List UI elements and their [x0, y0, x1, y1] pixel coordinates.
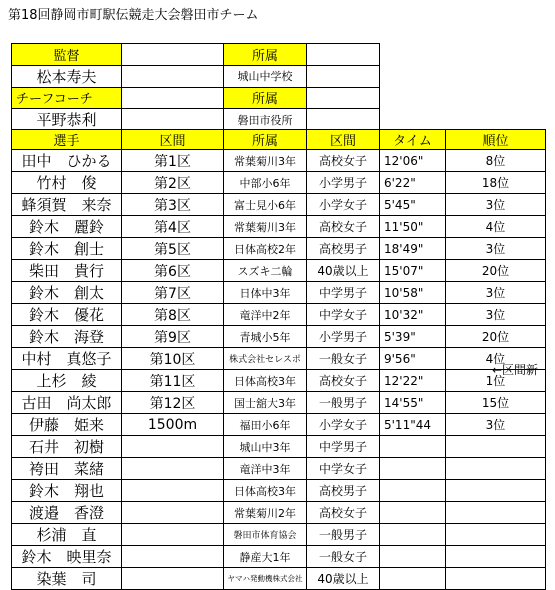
runner-name: 蜂須賀 来奈 [12, 194, 122, 216]
runner-category: 高校男子 [307, 480, 380, 502]
runner-leg [122, 546, 224, 568]
runner-category: 高校女子 [307, 502, 380, 524]
staff-table [11, 43, 380, 131]
staff-row-manager-header [12, 44, 380, 66]
runner-rank [446, 480, 546, 502]
table-row [12, 348, 546, 370]
runner-rank: 4位 [446, 348, 546, 370]
staff-empty-cell [307, 109, 380, 131]
runner-affiliation: 日体高校3年 [224, 480, 307, 502]
runner-time: 10'32" [380, 304, 446, 326]
runner-category: 高校女子 [307, 150, 380, 172]
runner-affiliation: 常葉菊川2年 [224, 502, 307, 524]
table-row [12, 524, 546, 546]
runner-affiliation: 日体高校2年 [224, 238, 307, 260]
runners-table [11, 129, 546, 590]
runner-rank [446, 458, 546, 480]
chief-coach-label: チーフコーチ [12, 87, 122, 109]
runner-leg: 第5区 [122, 238, 224, 260]
runner-affiliation: 富士見小6年 [224, 194, 307, 216]
table-row [12, 414, 546, 436]
manager-label: 監督 [12, 44, 122, 66]
runner-time: 18'49" [380, 238, 446, 260]
table-row [12, 436, 546, 458]
runner-name: 渡邉 香澄 [12, 502, 122, 524]
table-row [12, 216, 546, 238]
table-row [12, 546, 546, 568]
runner-category: 高校男子 [307, 238, 380, 260]
runner-category: 高校女子 [307, 216, 380, 238]
record-annotation: ←区間新 [492, 363, 539, 377]
runner-leg [122, 436, 224, 458]
staff-row-manager [12, 65, 380, 87]
runner-name: 鈴木 創士 [12, 238, 122, 260]
runner-affiliation: 常葉菊川3年 [224, 216, 307, 238]
runner-category: 一般男子 [307, 392, 380, 414]
runner-affiliation: 磐田市体育協会 [224, 524, 307, 546]
runner-category: 小学男子 [307, 326, 380, 348]
runner-rank: 3位 [446, 282, 546, 304]
runner-time [380, 480, 446, 502]
runner-category: 中学男子 [307, 282, 380, 304]
runner-time: 5'45" [380, 194, 446, 216]
runner-leg: 第10区 [122, 348, 224, 370]
runner-name: 伊藤 姫来 [12, 414, 122, 436]
runner-time [380, 502, 446, 524]
header-affiliation: 所属 [224, 130, 307, 150]
runner-rank: 3位 [446, 238, 546, 260]
runner-affiliation: 竜洋中2年 [224, 304, 307, 326]
runner-leg: 第8区 [122, 304, 224, 326]
runner-time: 5'39" [380, 326, 446, 348]
runner-name: 石井 初樹 [12, 436, 122, 458]
runner-rank: 8位 [446, 150, 546, 172]
runner-rank: 18位 [446, 172, 546, 194]
runner-leg: 第12区 [122, 392, 224, 414]
runner-rank: 15位 [446, 392, 546, 414]
header-leg: 区間 [122, 130, 224, 150]
runner-leg: 第7区 [122, 282, 224, 304]
runner-rank [446, 546, 546, 568]
runner-name: 上杉 綾 [12, 370, 122, 392]
runner-category: 一般男子 [307, 524, 380, 546]
runner-name: 田中 ひかる [12, 150, 122, 172]
runner-leg: 第3区 [122, 194, 224, 216]
runner-name: 鈴木 映里奈 [12, 546, 122, 568]
runner-name: 鈴木 麗鈴 [12, 216, 122, 238]
runner-leg [122, 524, 224, 546]
runner-name: 鈴木 翔也 [12, 480, 122, 502]
table-row [12, 326, 546, 348]
table-row [12, 150, 546, 172]
table-row [12, 458, 546, 480]
runner-time: 6'22" [380, 172, 446, 194]
runner-time: 15'07" [380, 260, 446, 282]
runner-rank [446, 568, 546, 590]
runner-name: 鈴木 創太 [12, 282, 122, 304]
header-rank: 順位 [446, 130, 546, 150]
runner-category: 中学女子 [307, 458, 380, 480]
runner-time [380, 436, 446, 458]
staff-empty-cell [307, 65, 380, 87]
runner-affiliation: 青城小5年 [224, 326, 307, 348]
staff-empty-cell [122, 109, 224, 131]
coach-affiliation: 磐田市役所 [224, 109, 307, 131]
runner-leg: 第4区 [122, 216, 224, 238]
runner-time: 12'22" [380, 370, 446, 392]
runner-category: 中学女子 [307, 304, 380, 326]
runner-rank: 4位 [446, 216, 546, 238]
runner-leg [122, 480, 224, 502]
runner-category: 中学男子 [307, 436, 380, 458]
runner-category: 小学男子 [307, 172, 380, 194]
runner-rank [446, 436, 546, 458]
runner-affiliation: 城山中3年 [224, 436, 307, 458]
runner-name: 竹村 俊 [12, 172, 122, 194]
runner-rank: 20位 [446, 326, 546, 348]
affiliation-label: 所属 [224, 87, 307, 109]
table-row [12, 304, 546, 326]
runner-time [380, 458, 446, 480]
runner-time: 11'50" [380, 216, 446, 238]
runner-rank: 1位 [446, 370, 546, 392]
runner-leg [122, 568, 224, 590]
runner-category: 一般女子 [307, 546, 380, 568]
manager-affiliation: 城山中学校 [224, 65, 307, 87]
page-title: 第18回静岡市町駅伝競走大会磐田市チーム [8, 8, 259, 23]
runner-category: 40歳以上 [307, 260, 380, 282]
staff-empty-cell [122, 87, 224, 109]
runner-affiliation: 株式会社セレスポ [224, 348, 307, 370]
runner-time [380, 568, 446, 590]
runner-name: 鈴木 優花 [12, 304, 122, 326]
runner-affiliation: 日体高校3年 [224, 370, 307, 392]
staff-empty-cell [307, 44, 380, 66]
runner-name: 袴田 菜緒 [12, 458, 122, 480]
table-row [12, 568, 546, 590]
runner-affiliation: 竜洋中3年 [224, 458, 307, 480]
runner-category: 小学女子 [307, 194, 380, 216]
runner-rank [446, 524, 546, 546]
table-row [12, 172, 546, 194]
staff-empty-cell [122, 65, 224, 87]
runner-leg: 第1区 [122, 150, 224, 172]
runners-header-row [12, 130, 546, 150]
manager-name: 松本寿夫 [12, 65, 122, 87]
runner-time: 10'58" [380, 282, 446, 304]
runner-affiliation: 日体中3年 [224, 282, 307, 304]
affiliation-label: 所属 [224, 44, 307, 66]
runner-category: 高校女子 [307, 370, 380, 392]
runner-affiliation: 中部小6年 [224, 172, 307, 194]
runner-leg: 第11区 [122, 370, 224, 392]
table-row [12, 502, 546, 524]
table-row [12, 260, 546, 282]
staff-empty-cell [122, 44, 224, 66]
runner-name: 柴田 貴行 [12, 260, 122, 282]
runner-category: 40歳以上 [307, 568, 380, 590]
staff-row-coach-header [12, 87, 380, 109]
runner-leg: 第6区 [122, 260, 224, 282]
runner-rank: 20位 [446, 260, 546, 282]
runner-affiliation: ヤマハ発動機株式会社 [224, 568, 307, 590]
table-row [12, 194, 546, 216]
runner-leg: 1500m [122, 414, 224, 436]
runner-leg: 第9区 [122, 326, 224, 348]
runner-time: 5'11"44 [380, 414, 446, 436]
runner-affiliation: 国士舘大3年 [224, 392, 307, 414]
runner-time: 12'06" [380, 150, 446, 172]
header-category: 区間 [307, 130, 380, 150]
runner-rank: 3位 [446, 194, 546, 216]
staff-empty-cell [307, 87, 380, 109]
table-row [12, 238, 546, 260]
table-row [12, 480, 546, 502]
table-row [12, 370, 546, 392]
runner-time [380, 546, 446, 568]
runner-time [380, 524, 446, 546]
runner-category: 一般女子 [307, 348, 380, 370]
runner-affiliation: 常葉菊川3年 [224, 150, 307, 172]
runner-name: 染葉 司 [12, 568, 122, 590]
coach-name: 平野恭利 [12, 109, 122, 131]
runner-name: 中村 真悠子 [12, 348, 122, 370]
table-row [12, 282, 546, 304]
runner-rank: 3位 [446, 414, 546, 436]
header-runner: 選手 [12, 130, 122, 150]
runner-time: 9'56" [380, 348, 446, 370]
header-time: タイム [380, 130, 446, 150]
runner-name: 杉浦 直 [12, 524, 122, 546]
runner-leg: 第2区 [122, 172, 224, 194]
runner-rank: 3位 [446, 304, 546, 326]
runner-category: 小学女子 [307, 414, 380, 436]
runner-leg [122, 458, 224, 480]
runner-affiliation: 福田小6年 [224, 414, 307, 436]
runner-affiliation: 静産大1年 [224, 546, 307, 568]
runner-rank [446, 502, 546, 524]
runner-time: 14'55" [380, 392, 446, 414]
staff-row-coach [12, 109, 380, 131]
table-row [12, 392, 546, 414]
runner-leg [122, 502, 224, 524]
runner-name: 古田 尚太郎 [12, 392, 122, 414]
runner-name: 鈴木 海登 [12, 326, 122, 348]
runner-affiliation: スズキ二輪 [224, 260, 307, 282]
runner-rows [12, 150, 546, 590]
